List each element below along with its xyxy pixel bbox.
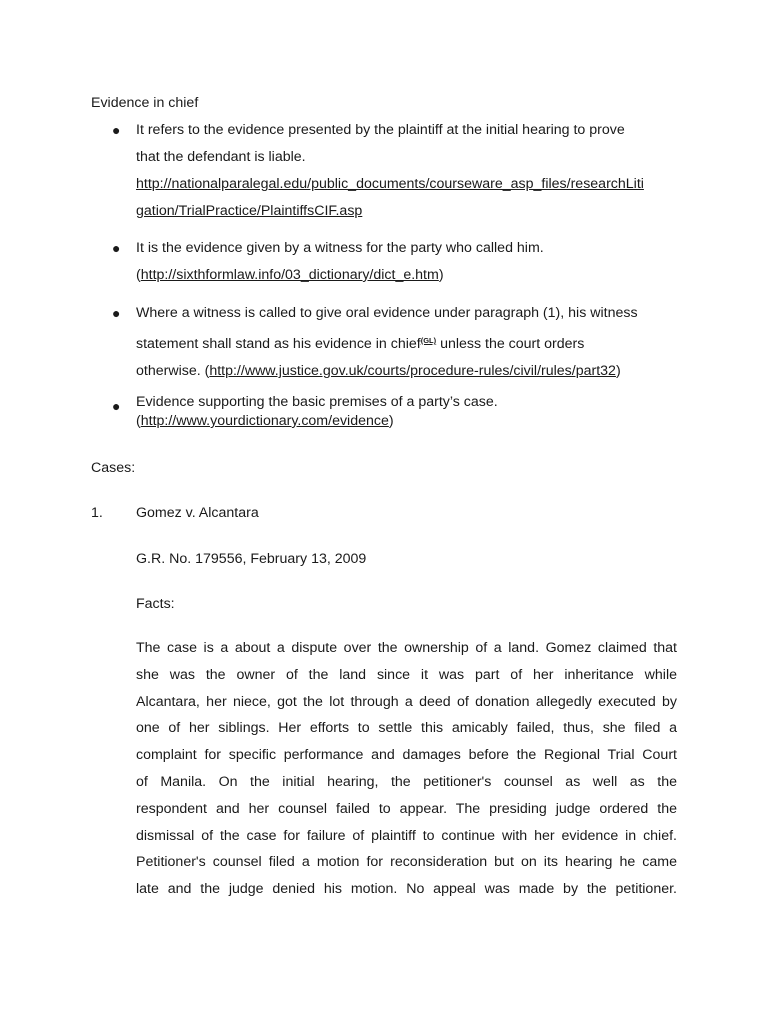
facts-line: one of her siblings. Her efforts to settle this amicably failed, thus, she filed a [136, 720, 677, 737]
bullet-item [112, 235, 676, 289]
paren-open: ( [136, 413, 141, 429]
glossary-superscript[interactable]: (GL) [420, 336, 437, 345]
facts-line: she was the owner of the land since it was part of her inheritance while [136, 666, 677, 683]
paren-close: ) [438, 267, 444, 283]
reference-link[interactable]: gation/TrialPractice/PlaintiffsCIF.asp [136, 203, 363, 219]
bullet-text: that the defendant is liable. [136, 149, 306, 165]
bullet-text: It is the evidence given by a witness for the party who called him. [136, 240, 544, 256]
reference-link[interactable]: http://sixthformlaw.info/03_dictionary/dict_e.htm [140, 267, 439, 283]
cases-heading: Cases: [91, 460, 136, 476]
facts-paragraph [136, 635, 677, 903]
bullet-text: statement shall stand as his evidence in chief [136, 336, 421, 352]
facts-line: of Manila. On the initial hearing, the petitioner's counsel as well as the [136, 773, 677, 790]
bullet-icon: ● [112, 305, 121, 321]
section-heading: Evidence in chief [91, 95, 199, 111]
reference-link[interactable]: http://nationalparalegal.edu/public_documents/courseware_asp_files/researchLiti [136, 176, 644, 192]
facts-line: dismissal of the case for failure of plaintiff to continue with her evidence in chief. [136, 827, 677, 844]
bullet-item [112, 393, 676, 431]
bullet-icon: ● [112, 122, 121, 138]
facts-line: late and the judge denied his motion. No appeal was made by the petitioner. [136, 881, 677, 898]
bullet-text: Where a witness is called to give oral evidence under paragraph (1), his witness [136, 305, 638, 321]
facts-line: complaint for specific performance and damages before the Regional Trial Court [136, 747, 677, 764]
bullet-text: Evidence supporting the basic premises of a party’s case. [136, 394, 498, 410]
facts-line: Alcantara, her niece, got the lot through a deed of donation allegedly executed by [136, 693, 677, 710]
facts-heading: Facts: [136, 596, 175, 612]
bullet-icon: ● [112, 398, 121, 414]
case-title: Gomez v. Alcantara [136, 505, 259, 521]
facts-line: Petitioner's counsel filed a motion for reconsideration but on its hearing he came [136, 854, 677, 871]
facts-line: respondent and her counsel failed to appear. The presiding judge ordered the [136, 800, 677, 817]
case-number: 1. [91, 505, 103, 521]
reference-link[interactable]: http://www.justice.gov.uk/courts/procedure-rules/civil/rules/part32 [209, 363, 616, 379]
paren-open: ( [136, 267, 141, 283]
bullet-text: unless the court orders [436, 336, 585, 352]
reference-link[interactable]: http://www.yourdictionary.com/evidence [140, 413, 389, 429]
paren-close: ) [615, 363, 621, 379]
bullet-item [112, 117, 676, 225]
bullet-text: otherwise. ( [136, 363, 210, 379]
bullet-text: It refers to the evidence presented by the plaintiff at the initial hearing to prove [136, 122, 625, 138]
facts-line: The case is a about a dispute over the ownership of a land. Gomez claimed that [136, 640, 677, 656]
paren-close: ) [388, 413, 394, 429]
case-citation: G.R. No. 179556, February 13, 2009 [136, 551, 367, 567]
bullet-icon: ● [112, 240, 121, 256]
bullet-item [112, 300, 676, 385]
